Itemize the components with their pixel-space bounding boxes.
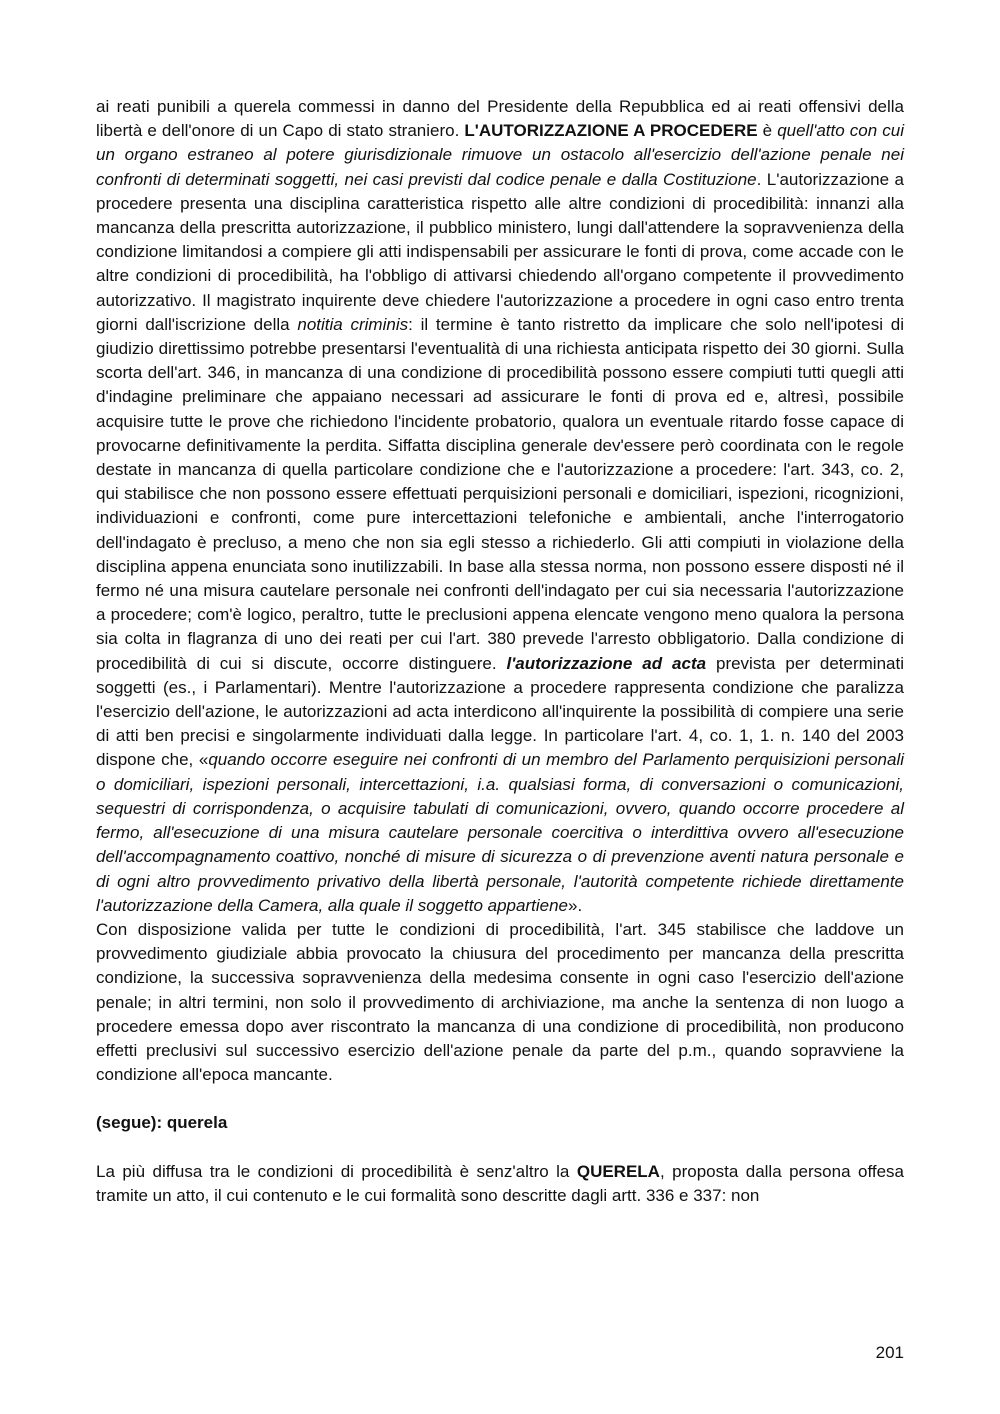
term-notitia-criminis: notitia criminis [297,314,409,334]
paragraph-art-345: Con disposizione valida per tutte le condizioni di procedibilità, l'art. 345 stabilisce che laddove un provvedimento giudiziale abbia provocato la chiusura del procedimento per mancanza della prescritta condizione, la successiva sopravvenienza della medesima consente in ogni caso l'esercizio dell'azione penale; in altri termini, non solo il provvedimento di archiviazione, ma anche la sentenza di non luogo a procedere emessa dopo aver riscontrato la mancanza di una condizione di procedibilità, non producono effetti preclusivi sul successivo esercizio dell'azione penale da parte del p.m., quando sopravviene la condizione all'epoca mancante. [96,919,904,1085]
section-heading-querela: (segue): querela [96,1113,228,1133]
text-run: ai reati punibili a querela commessi in danno del Presidente della Repubblica ed ai reati offensivi della libertà e dell'onore di un Capo di stato straniero. [96,97,904,141]
text-run: : il termine è tanto ristretto da implicare che solo nell'ipotesi di giudizio direttissimo potrebbe presentarsi l'eventualità di una richiesta anticipata rispetto dei 30 giorni. Sulla scorta dell'art. 346, in mancanza di una condizione di procedibilità possono essere compiuti tutti quegli atti d'indagine preliminare che appaiano necessari ad assicurare le fonti di prova ed e, altresì, possibile acquisire tutte le prove che richiedono l'incidente probatorio, qualora un eventuale ritardo fosse capace di provocarne definitivamente la perdita. Siffatta disciplina generale dev'essere però coordinata con le regole destate in mancanza di quella particolare condizione che e l'autorizzazione a procedere: l'art. 343, co. 2, qui stabilisce che non possono essere effettuati perquisizioni personali e domiciliari, ispezioni, ricognizioni, individuazioni e confronti, come pure intercettazioni telefoniche e ambientali, anche l'interrogatorio dell'indagato è precluso, a meno che non sia egli stesso a richiederlo. Gli atti compiuti in violazione della disciplina appena enunciata sono inutilizzabili. In base alla stessa norma, non possono essere disposti né il fermo né una misura cautelare personale nei confronti dell'indagato per cui sia necessaria l'autorizzazione a procedere; com'è logico, peraltro, tutte le preclusioni appena elencate vengono meno qualora la persona sia colta in flagranza di uno dei reati per cui l'art. 380 prevede l'arresto obbligatorio. Dalla condizione di procedibilità di cui si discute, occorre distinguere. [96,314,904,673]
term-autorizzazione-ad-acta: l'autorizzazione ad acta [506,653,707,673]
text-run: . L'autorizzazione a procedere presenta una disciplina caratteristica rispetto alle altre condizioni di procedibilità: innanzi alla mancanza della prescritta autorizzazione, il pubblico ministero, lungi dall'attendere la sopravvenienza della condizione limitandosi a compiere gli atti indispensabili per assicurare le fonti di prova, come accade con le altre condizioni di procedibilità, ha l'obbligo di attivarsi chiedendo all'organo competente il provvedimento autorizzativo. Il magistrato inquirente deve chiedere l'autorizzazione a procedere in ogni caso entro trenta giorni dall'iscrizione della [96,169,904,334]
page-number: 201 [875,1343,904,1362]
text-run: prevista per determinati soggetti (es., i Parlamentari). Mentre l'autorizzazione a procedere rappresenta condizione che paralizza l'esercizio dell'azione, le autorizzazioni ad acta interdicono all'inquirente la possibilità di compiere una serie di atti ben precisi e singolarmente individuati dalla legge. In particolare l'art. 4, co. 1, 1. n. 140 del 2003 dispone che, « [96,653,904,770]
text-run: ». [567,895,583,915]
document-body [96,95,904,1208]
text-run: , proposta dalla persona offesa tramite un atto, il cui contenuto e le cui formalità sono descritte dagli artt. 336 e 337: non [96,1161,904,1205]
term-querela: QUERELA [576,1161,660,1181]
text-run: è [757,121,778,141]
quotation-italic: quando occorre eseguire nei confronti di un membro del Parlamento perquisizioni personali o domiciliari, ispezioni personali, intercettazioni, i.a. qualsiasi forma, di conversazioni o comunicazioni, sequestri di corrispondenza, o acquisire tabulati di comunicazioni, ovvero, quando occorre procedere al fermo, all'esecuzione di una misura cautelare personale coercitiva o interdittiva ovvero all'esecuzione dell'accompagnamento coattivo, nonché di misure di sicurezza o di prevenzione aventi natura personale e di ogni altro provvedimento privativo della libertà personale, l'autorità competente richiede direttamente l'autorizzazione della Camera, alla quale il soggetto appartiene [96,750,905,915]
definition-italic: quell'atto con cui un organo estraneo al potere giurisdizionale rimuove un ostacolo all'esercizio dell'azione penale nei confronti di determinati soggetti, nei casi previsti dal codice penale e dalla Costituzione [96,121,905,189]
text-run: La più diffusa tra le condizioni di procedibilità è senz'altro la [96,1161,577,1181]
paragraph-autorizzazione [96,95,904,918]
term-autorizzazione-a-procedere: L'AUTORIZZAZIONE A PROCEDERE [464,121,758,141]
paragraph-querela [96,1160,904,1208]
